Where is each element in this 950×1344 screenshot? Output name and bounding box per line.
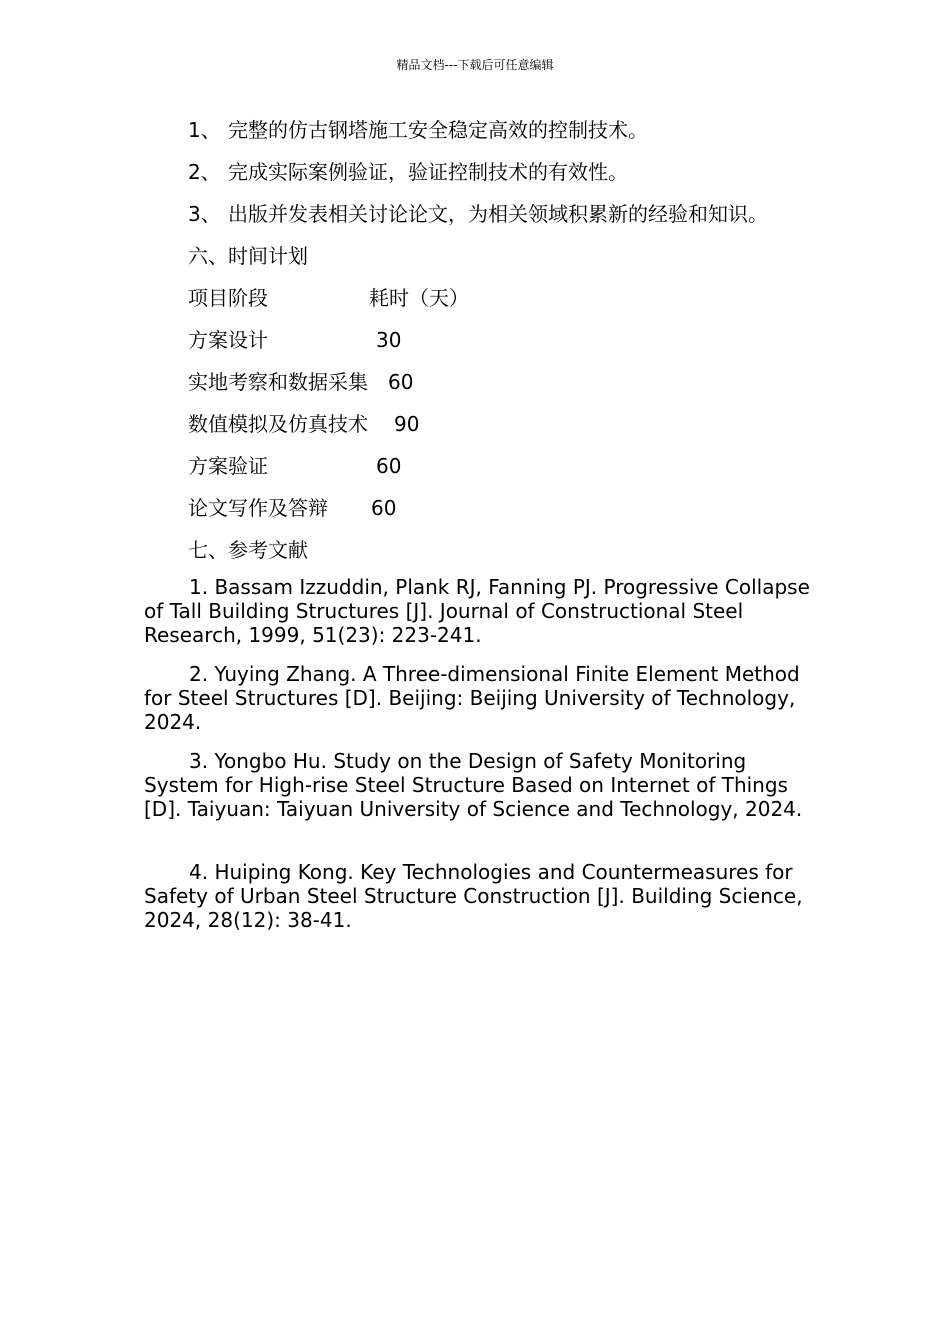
references-heading: 七、参考文献 [188,538,308,562]
schedule-duration: 90 [394,412,420,436]
schedule-duration: 30 [376,328,402,352]
outcome-item [188,117,648,143]
schedule-duration-header: 耗时（天） [369,286,469,310]
outcome-text: 出版并发表相关讨论论文，为相关领域积累新的经验和知识。 [228,202,768,226]
schedule-row [188,369,414,395]
schedule-row [188,453,402,479]
schedule-phase: 数值模拟及仿真技术 [188,412,368,436]
reference-item: 2. Yuying Zhang. A Three-dimensional Finite Element Method for Steel Structures [D]. Beijing: Beijing University of Technology, 2024. [144,662,800,734]
schedule-phase: 方案验证 [188,454,268,478]
reference-item: 4. Huiping Kong. Key Technologies and Countermeasures for Safety of Urban Steel Structure Construction [J]. Building Science, 2024, 28(12): 38-41. [144,860,803,932]
outcome-text: 完成实际案例验证，验证控制技术的有效性。 [228,160,628,184]
schedule-phase-header: 项目阶段 [188,286,268,310]
outcome-number: 3、 [188,202,221,226]
outcome-item [188,201,768,227]
outcome-text: 完整的仿古钢塔施工安全稳定高效的控制技术。 [228,118,648,142]
schedule-duration: 60 [371,496,397,520]
schedule-heading: 六、时间计划 [188,244,308,268]
outcome-number: 1、 [188,118,221,142]
schedule-phase: 实地考察和数据采集 [188,370,368,394]
outcome-number: 2、 [188,160,221,184]
reference-item: 3. Yongbo Hu. Study on the Design of Safety Monitoring System for High-rise Steel Structure Based on Internet of Things [D]. Taiyuan: Taiyuan University of Science and Technology, 2024. [144,749,803,821]
outcome-item [188,159,628,185]
schedule-header-row [188,285,469,311]
schedule-phase: 论文写作及答辩 [188,496,328,520]
schedule-duration: 60 [388,370,414,394]
schedule-duration: 60 [376,454,402,478]
reference-item: 1. Bassam Izzuddin, Plank RJ, Fanning PJ. Progressive Collapse of Tall Building Structures [J]. Journal of Constructional Steel Research, 1999, 51(23): 223-241. [144,575,810,647]
schedule-phase: 方案设计 [188,328,268,352]
schedule-row [188,327,402,353]
schedule-row [188,411,420,437]
schedule-row [188,495,397,521]
page-header: 精品文档---下载后可任意编辑 [396,58,554,72]
